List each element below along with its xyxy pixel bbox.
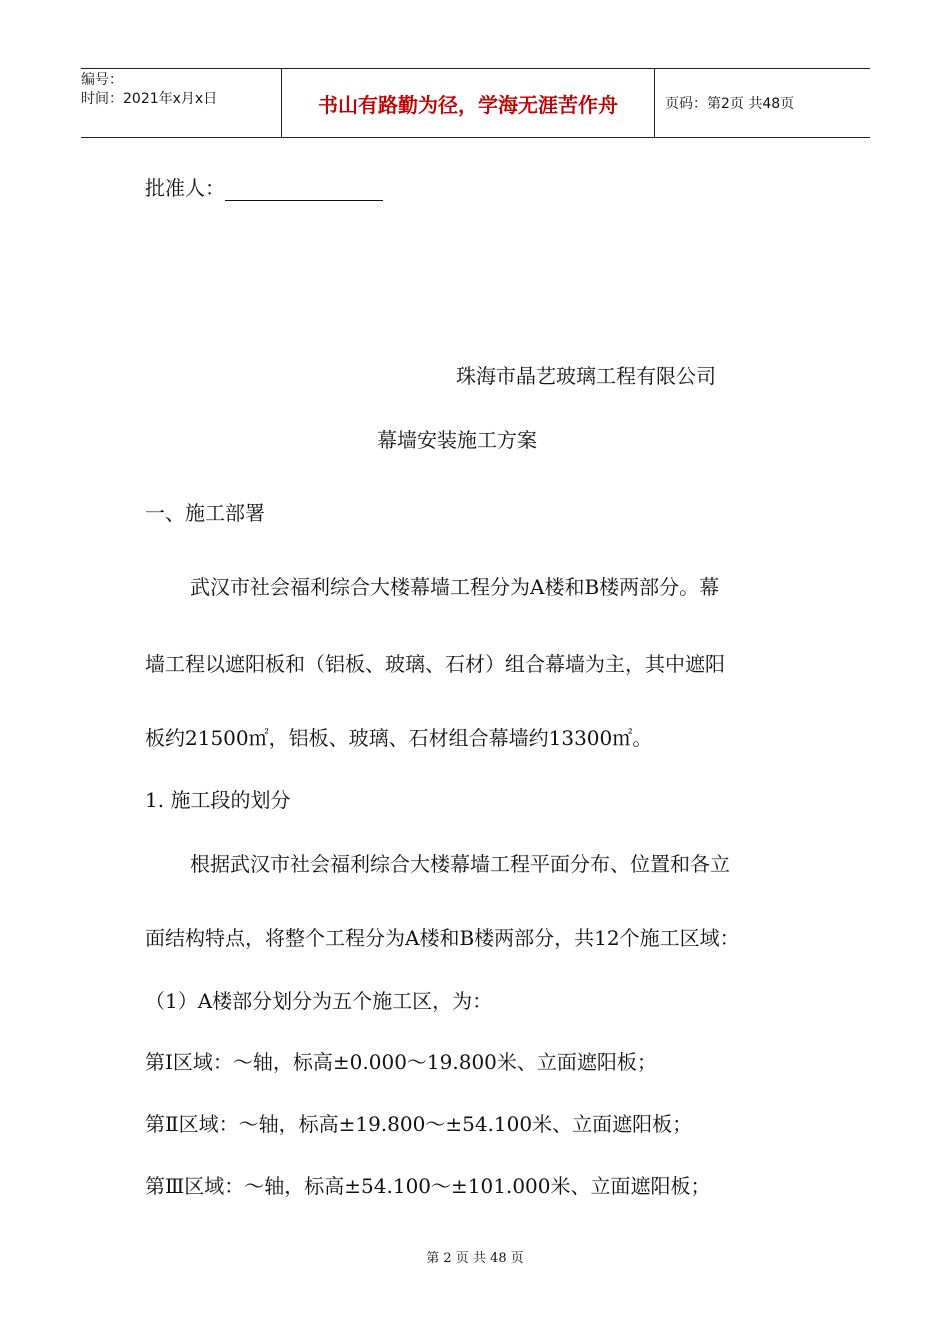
approver-blank	[225, 182, 383, 201]
approver-label: 批准人：	[145, 176, 225, 200]
paragraph-line: 根据武汉市社会福利综合大楼幕墙工程平面分布、位置和各立	[190, 852, 730, 876]
subsection-heading: 1. 施工段的划分	[145, 788, 291, 812]
paragraph-line: 板约21500㎡，铝板、玻璃、石材组合幕墙约13300㎡。	[145, 726, 653, 750]
list-item: 第Ⅱ区域：～轴，标高±19.800～±54.100米、立面遮阳板；	[145, 1112, 693, 1136]
header-time-label: 时间：2021年x月x日	[81, 91, 218, 107]
header-motto: 书山有路勤为径，学海无涯苦作舟	[282, 69, 655, 137]
header-page-info: 页码：第2页 共48页	[665, 96, 795, 112]
paragraph-line: 武汉市社会福利综合大楼幕墙工程分为A楼和B楼两部分。幕	[190, 575, 720, 599]
header-meta	[81, 69, 282, 137]
paragraph-line: 面结构特点，将整个工程分为A楼和B楼两部分，共12个施工区域：	[145, 926, 740, 950]
list-item: 第Ⅲ区域：～轴，标高±54.100～±101.000米、立面遮阳板；	[145, 1174, 711, 1198]
list-heading: （1）A楼部分划分为五个施工区，为：	[145, 989, 493, 1013]
header-number-label: 编号：	[81, 72, 123, 88]
approver-line	[145, 172, 383, 201]
page-header	[81, 68, 870, 138]
paragraph-line: 墙工程以遮阳板和（铝板、玻璃、石材）组合幕墙为主，其中遮阳	[145, 652, 725, 676]
page-footer: 第 2 页 共 48 页	[426, 1251, 524, 1266]
list-item: 第Ⅰ区域：～轴，标高±0.000～19.800米、立面遮阳板；	[145, 1050, 657, 1074]
section-heading: 一、施工部署	[145, 501, 265, 525]
company-name: 珠海市晶艺玻璃工程有限公司	[456, 364, 716, 388]
document-title: 幕墙安装施工方案	[377, 428, 537, 452]
